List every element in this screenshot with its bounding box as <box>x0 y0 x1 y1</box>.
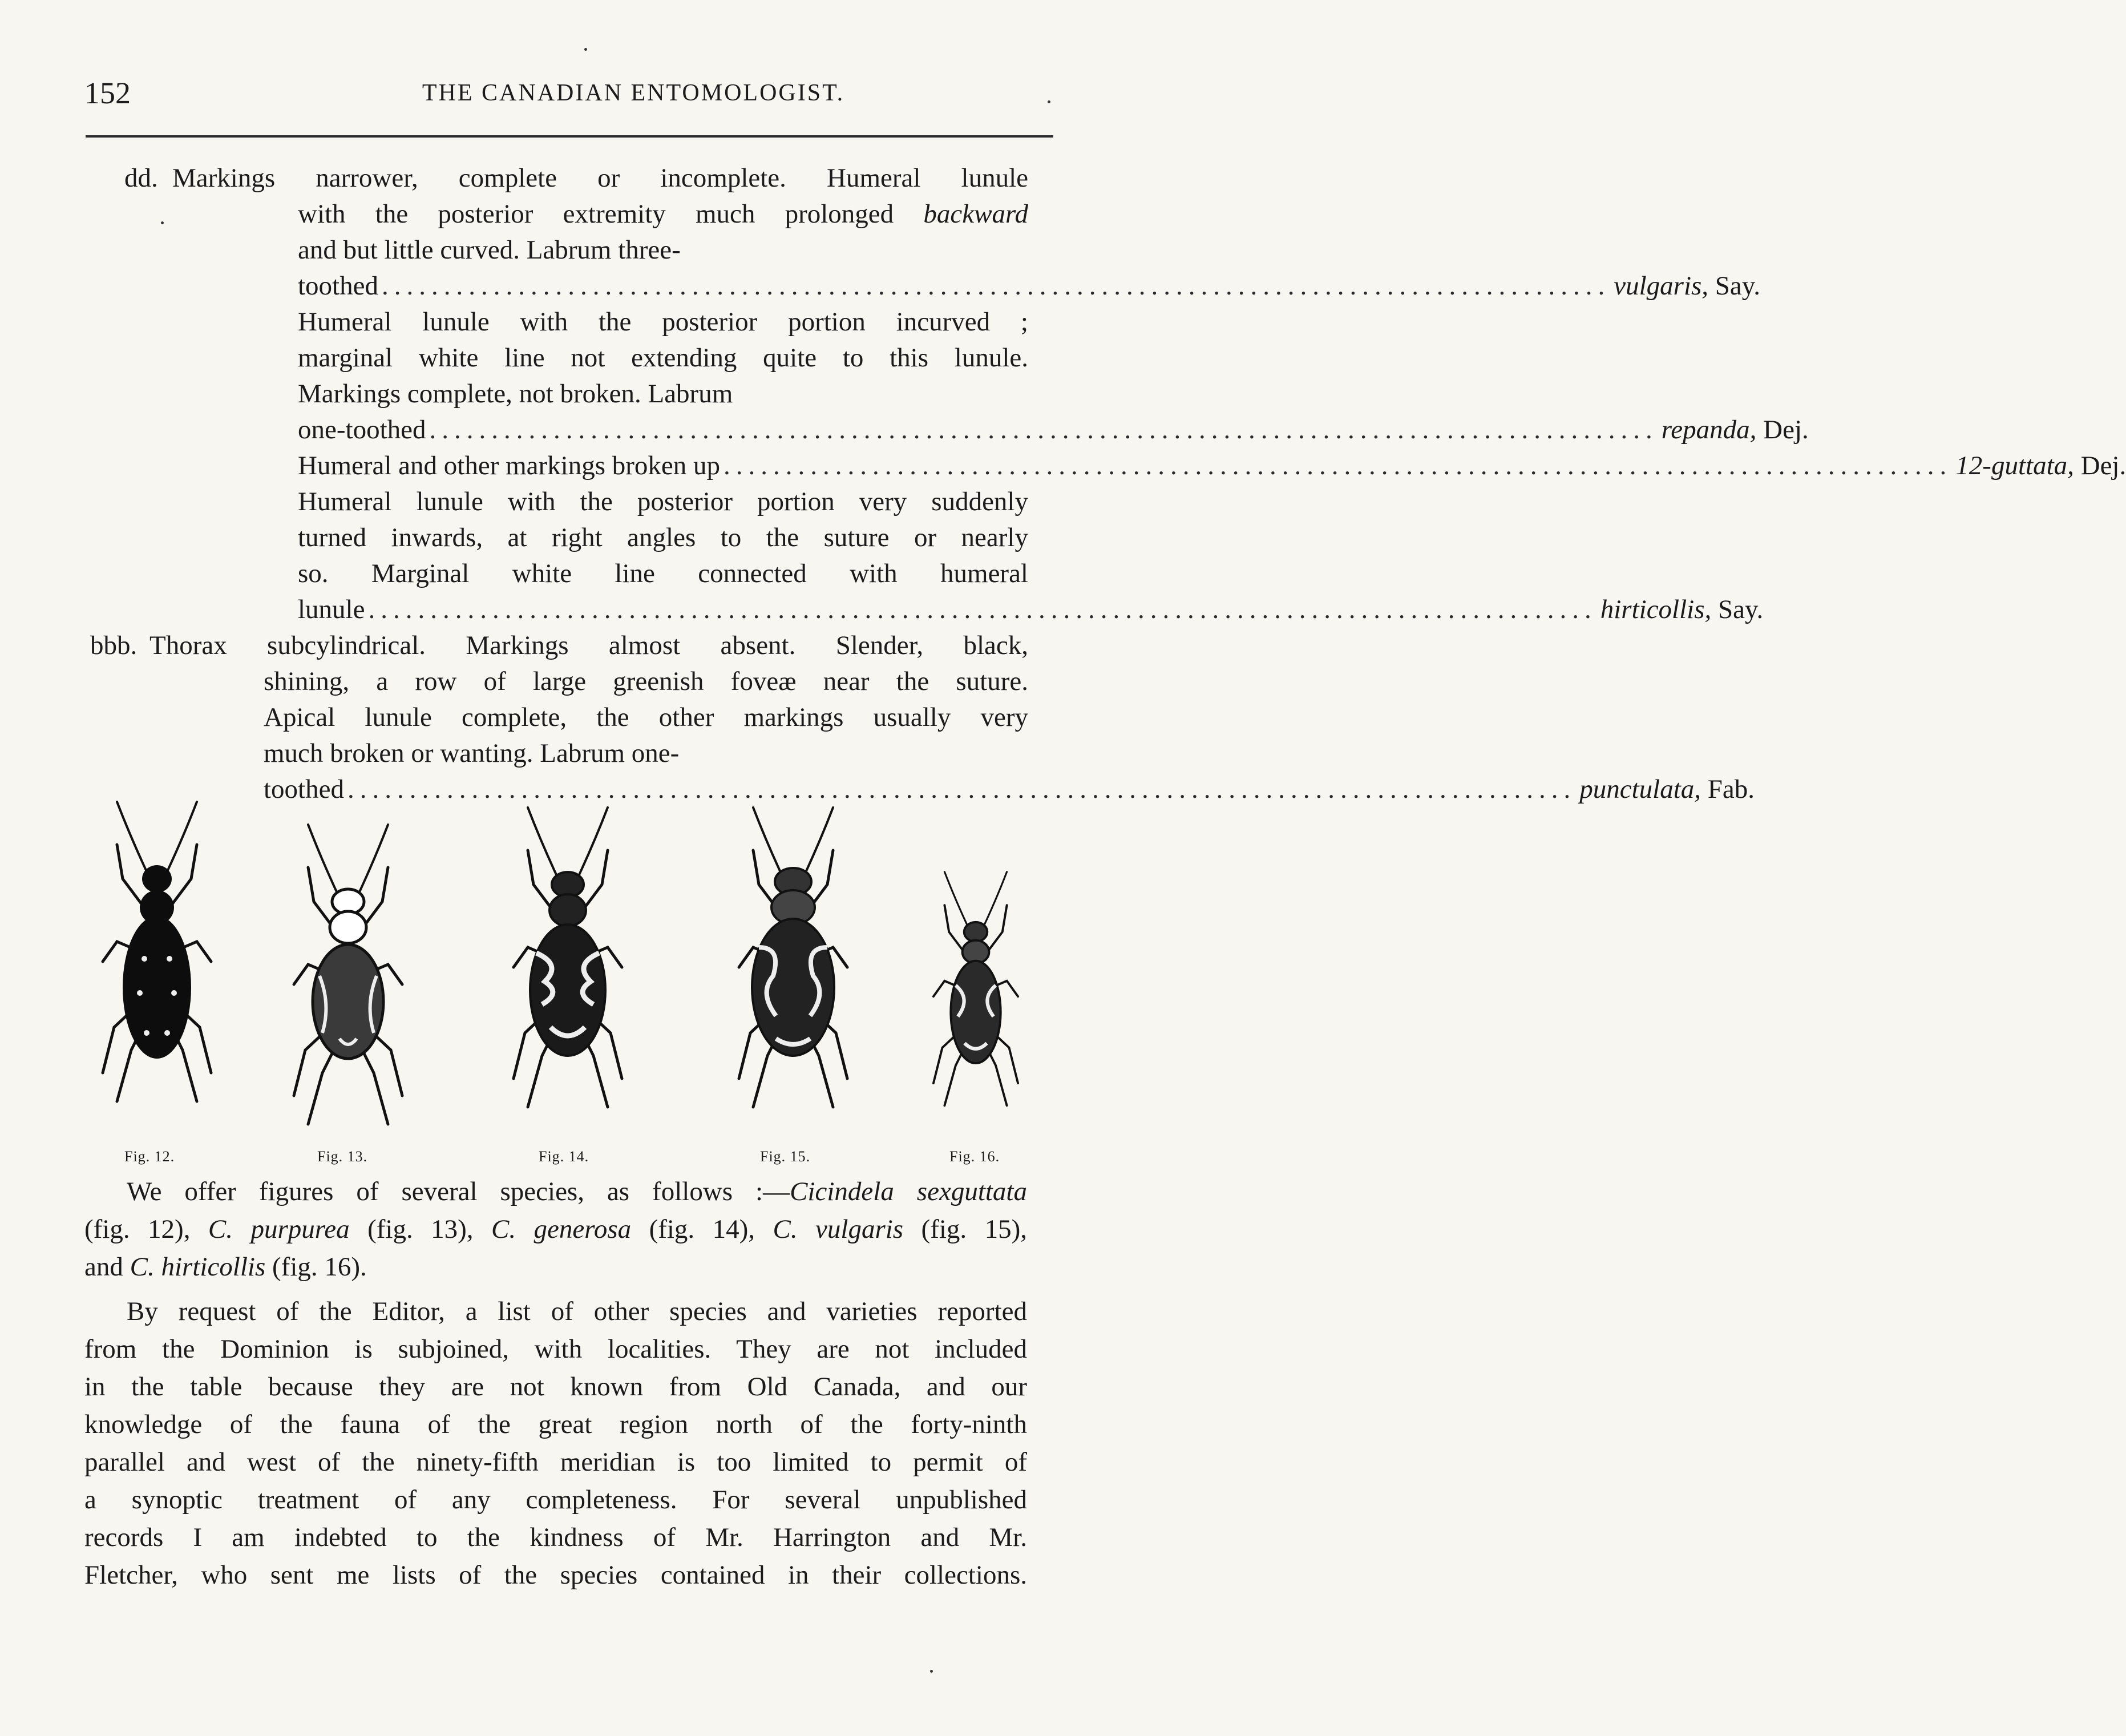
print-speck <box>1048 100 1050 103</box>
beetle-sexguttata-icon <box>103 802 211 1101</box>
key-line: and but little curved. Labrum three- <box>298 235 681 265</box>
species-name: vulgaris, <box>1614 271 1709 301</box>
key-line: turned inwards, at right angles to the suture or nearly <box>298 523 1028 552</box>
print-speck <box>584 48 587 51</box>
key-line: Thorax subcylindrical. Markings almost absent. Slender, black, <box>149 631 1028 660</box>
key-leader-line <box>264 772 1755 806</box>
dot-leader: ................................................................................................... <box>724 451 1953 481</box>
beetle-hirticollis-icon <box>933 872 1018 1106</box>
figure-caption: Fig. 15. <box>760 1148 811 1165</box>
dot-leader: ................................................................................................... <box>347 774 1577 804</box>
body-line: knowledge of the fauna of the great region north of the forty-ninth <box>84 1410 1027 1439</box>
key-line: so. Marginal white line connected with humeral <box>298 559 1028 588</box>
beetle-purpurea-icon <box>294 825 402 1124</box>
key-text: with the posterior extremity much prolonged <box>298 199 924 229</box>
body-line: from the Dominion is subjoined, with localities. They are not included <box>84 1334 1027 1364</box>
key-line <box>298 197 1028 231</box>
key-line: Humeral lunule with the posterior portion incurved ; <box>298 307 1028 337</box>
author-name: Fab. <box>1707 774 1755 804</box>
body-text: (fig. 13), <box>349 1214 492 1244</box>
body-text: (fig. 16). <box>265 1252 367 1282</box>
species-name: repanda, <box>1661 415 1757 445</box>
body-line <box>84 1212 1027 1246</box>
key-italic-term: backward <box>923 199 1028 229</box>
key-label-bbb: bbb. <box>90 631 138 660</box>
key-text: lunule <box>298 595 365 624</box>
key-label-dd: dd. <box>124 163 158 193</box>
dot-leader: ................................................................................................... <box>381 271 1611 301</box>
print-speck <box>930 1670 933 1673</box>
species-name: C. vulgaris <box>773 1214 904 1244</box>
body-text: We offer figures of several species, as follows :— <box>127 1177 790 1206</box>
header-rule <box>86 135 1053 138</box>
body-line <box>84 1250 367 1284</box>
key-line: marginal white line not extending quite to this lunule. <box>298 343 1028 373</box>
body-text: (fig. 12), <box>84 1214 208 1244</box>
figure-caption: Fig. 16. <box>949 1148 1000 1165</box>
beetle-generosa-icon <box>514 808 622 1107</box>
body-line: a synoptic treatment of any completeness. For several unpublished <box>84 1485 1027 1515</box>
key-leader-line <box>298 592 1764 627</box>
key-line: Apical lunule complete, the other markings usually very <box>264 703 1028 732</box>
dot-leader: ................................................................................................... <box>429 415 1658 445</box>
species-name: C. generosa <box>491 1214 632 1244</box>
species-name: punctulata, <box>1579 774 1701 804</box>
figure-caption: Fig. 12. <box>124 1148 175 1165</box>
figure-caption: Fig. 13. <box>317 1148 368 1165</box>
key-leader-line <box>298 413 1809 447</box>
key-line: Humeral lunule with the posterior portion very suddenly <box>298 487 1028 516</box>
key-text: one-toothed <box>298 415 426 445</box>
body-text: and <box>84 1252 130 1282</box>
body-line: parallel and west of the ninety-fifth meridian is too limited to permit of <box>84 1447 1027 1477</box>
key-line: shining, a row of large greenish foveæ near the suture. <box>264 667 1028 696</box>
species-name: C. hirticollis <box>130 1252 266 1282</box>
dot-leader: ................................................................................................... <box>368 595 1597 624</box>
body-line: Fletcher, who sent me lists of the species contained in their collections. <box>84 1560 1027 1590</box>
body-line: records I am indebted to the kindness of Mr. Harrington and Mr. <box>84 1523 1027 1552</box>
species-name: C. purpurea <box>208 1214 350 1244</box>
key-line: much broken or wanting. Labrum one- <box>264 738 680 768</box>
species-name: 12-guttata, <box>1955 451 2074 481</box>
body-text: (fig. 15), <box>903 1214 1027 1244</box>
key-text: toothed <box>264 774 344 804</box>
body-line <box>127 1174 1027 1209</box>
print-speck <box>161 221 164 224</box>
body-text: (fig. 14), <box>631 1214 773 1244</box>
running-head: THE CANADIAN ENTOMOLOGIST. <box>422 80 845 106</box>
key-text: Humeral and other markings broken up <box>298 451 721 481</box>
species-name: hirticollis, <box>1600 595 1712 624</box>
key-leader-line <box>298 269 1760 303</box>
body-line: By request of the Editor, a list of other species and varieties reported <box>127 1297 1027 1326</box>
beetle-figures <box>86 816 1056 1141</box>
page-number: 152 <box>84 76 131 110</box>
key-text: toothed <box>298 271 378 301</box>
species-name: Cicindela sexguttata <box>790 1177 1027 1206</box>
beetle-vulgaris-icon <box>739 808 847 1107</box>
key-line: Markings complete, not broken. Labrum <box>298 379 733 409</box>
author-name: Dej. <box>2080 451 2126 481</box>
author-name: Say. <box>1715 271 1760 301</box>
author-name: Say. <box>1718 595 1764 624</box>
key-line: Markings narrower, complete or incomplete. Humeral lunule <box>172 163 1028 193</box>
body-line: in the table because they are not known from Old Canada, and our <box>84 1372 1027 1402</box>
figure-caption: Fig. 14. <box>539 1148 589 1165</box>
key-leader-line <box>298 449 2126 483</box>
author-name: Dej. <box>1763 415 1809 445</box>
